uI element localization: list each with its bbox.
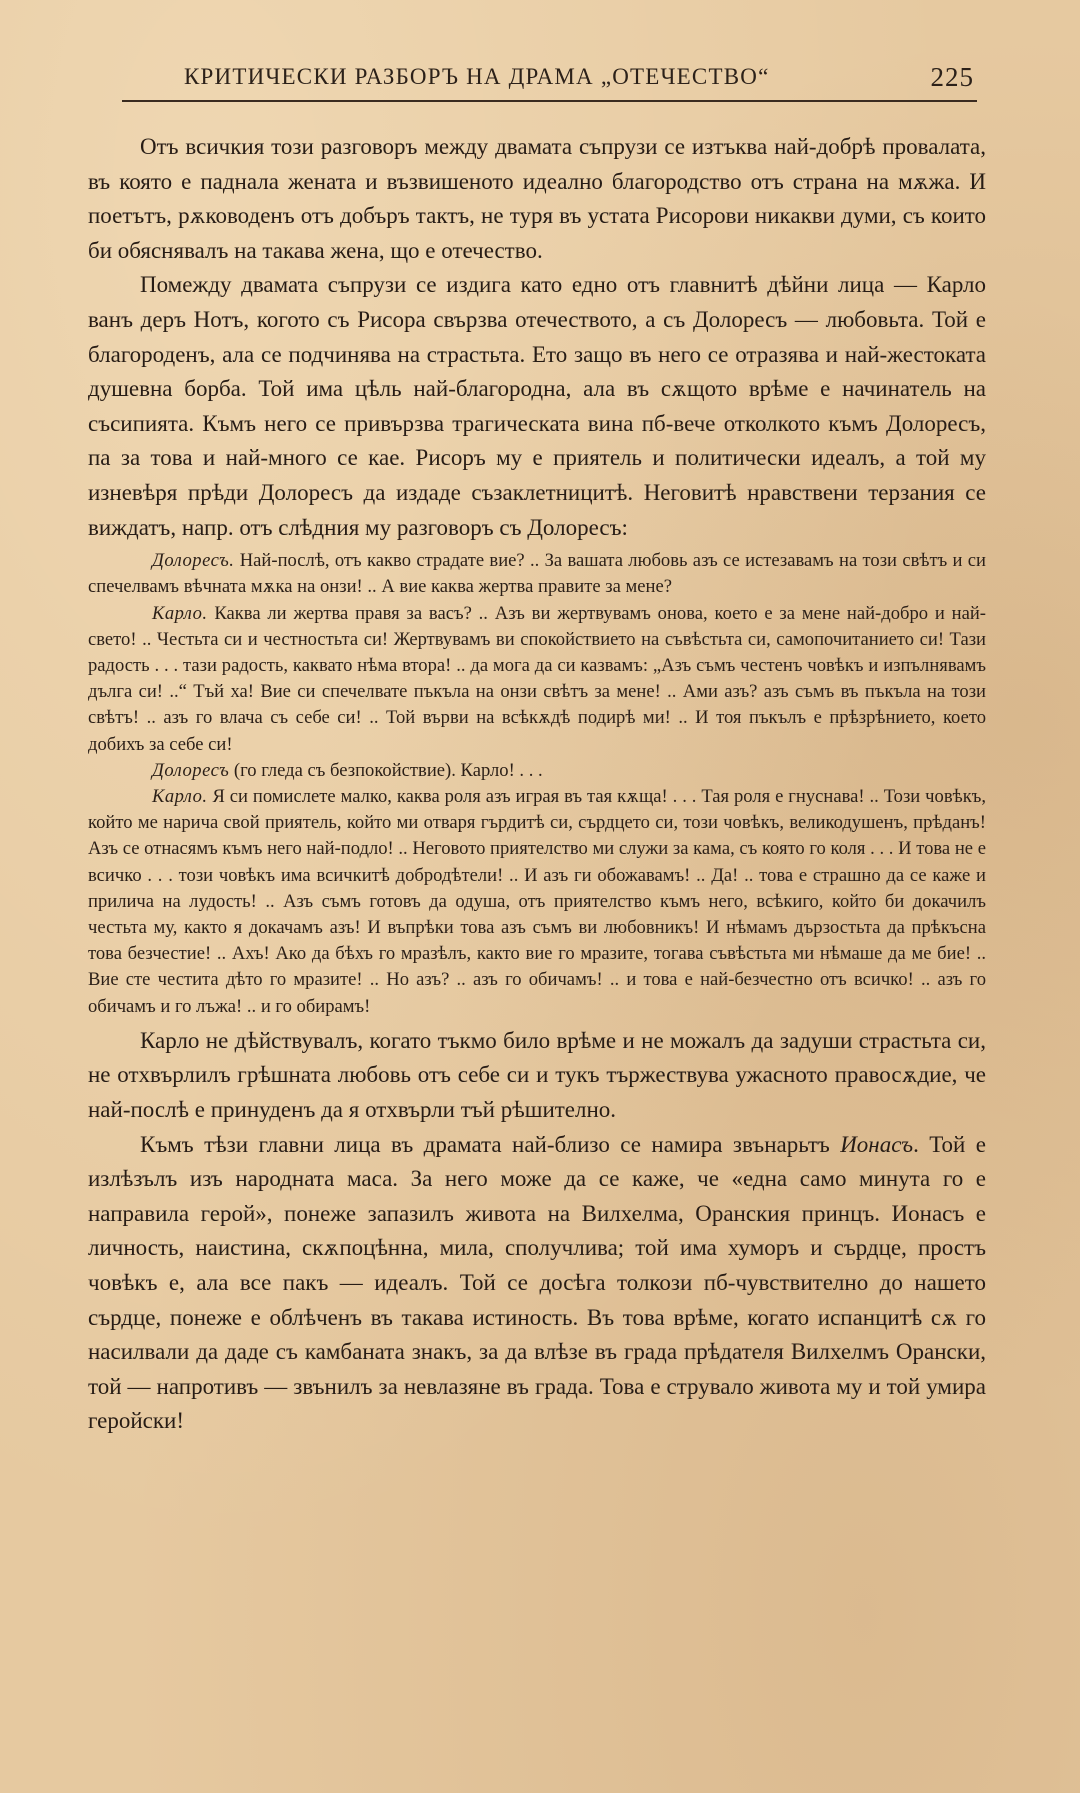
paragraph-3: Карло не дѣйствувалъ, когато тъкмо било врѣме и не можалъ да задуши страстьта си, не отхвърлилъ грѣшната любовь отъ себе си и тукъ тържествува ужасното правосѫдие, че най-послѣ е принуденъ да я отхвърли тъй рѣшително. [88, 1027, 986, 1122]
paragraph-4 [88, 1128, 986, 1439]
speaker-name: Карло. [152, 602, 208, 624]
speech-text: Каква ли жертва правя за васъ? .. Азъ ви жертвувамъ онова, което е за мене най-добро и най-свето! .. Честьта си и честностьта си! Жертвувамъ ви спокойствието на съвѣстьта си, самопочитанието си! Тази радость . . . тази радость, каквато нѣма втора! .. да мога да си казвамъ: „Азъ съмъ честенъ човѣкъ и изпълнявамъ дълга си! ..“ Тъй ха! Вие си спечелвате пъкъла на онзи свѣтъ за мене! .. Ами азъ? азъ съмъ въ пъкъла на този свѣтъ! .. азъ го влача съ себе си! .. Той върви на всѣкѫдѣ подирѣ ми! .. И тоя пъкълъ е прѣзрѣнието, което добихъ за себе си! [88, 602, 986, 755]
paragraph-4-start: Къмъ тѣзи главни лица въ драмата най-близо се намира звънарьтъ [140, 1131, 830, 1157]
paragraph-2: Помежду двамата съпрузи се издига като едно отъ главнитѣ дѣйни лица — Карло ванъ деръ Нотъ, когото съ Рисора свързва отечеството, а съ Долоресъ — любовьта. Той е благороденъ, ала се подчинява на страстьта. Ето защо въ него се отразява и най-жестоката душевна борба. Той има цѣль най-благородна, ала въ сѫщото врѣме е начинатель на съсипията. Къмъ него се привързва трагическата вина пб-вече отколкото къмъ Долоресъ, па за това и най-много се кае. Рисоръ му е приятель и политически идеалъ, а той му изневѣря прѣди Долоресъ да издаде съзаклетницитѣ. Неговитѣ нравствени терзания се виждатъ, напр. отъ слѣдния му разговоръ съ Долоресъ: [88, 272, 986, 540]
character-name: Ионасъ [840, 1131, 914, 1157]
speech-text: (го гледа съ безпокойствие). Карло! . . . [229, 759, 543, 781]
page-number: 225 [930, 62, 974, 92]
speech-text: Я си помислете малко, каква роля азъ играя въ тая кѫща! . . . Тая роля е гнуснава! .. Този човѣкъ, който ме нарича свой приятель, който ми отваря гърдитѣ си, сърдцето си, този човѣкъ, великодушенъ, прѣданъ! Азъ се отнасямъ къмъ него най-подло! .. Неговото приятелство ми служи за кама, съ която го коля . . . И това не е всичко . . . този човѣкъ има всичкитѣ добродѣтели! .. И азъ ги обожавамъ! .. Да! .. това е страшно да се каже и прилича на лудость! .. Азъ съмъ готовъ да одуша, отъ приятелство къмъ него, всѣкиго, който би докачилъ честьта му, както я докачамъ азъ! И въпрѣки това азъ съмъ ви любовникъ! И нѣмамъ дързостьта да прѣкъсна това безчестие! .. Ахъ! Ако да бѣхъ го мразѣлъ, както вие го мразите, тогава съвѣстьта ми нѣмаше да ме бие! .. Вие сте честита дѣто го мразите! .. Но азъ? .. азъ го обичамъ! .. и това е най-безчестно отъ всичко! .. азъ го обичамъ и го лъжа! .. и го обирамъ! [88, 785, 986, 1017]
speaker-name: Долоресъ [152, 759, 230, 781]
dialogue-excerpt [88, 548, 986, 1020]
speaker-name: Карло. [152, 785, 208, 807]
speech-text: Най-послѣ, отъ какво страдате вие? .. За вашата любовь азъ се истезавамъ на този свѣтъ и си спечелвамъ вѣчната мѫка на онзи! .. А вие каква жертва правите за мене? [88, 550, 986, 598]
speaker-name: Долоресъ. [152, 550, 235, 572]
dialogue-line [88, 548, 986, 600]
paragraph-4-rest: . Той е излѣзълъ изъ народната маса. За него може да се каже, че «една само минута го е направила герой», понеже запазилъ живота на Вилхелма, Оранския принцъ. Ионасъ е личность, наистина, скѫпоцѣнна, мила, сполучлива; той има хуморъ и сърдце, простъ човѣкъ е, ала все пакъ — идеалъ. Той се досѣга толкози пб-чувствително до нашето сърдце, понеже е облѣченъ въ такава истиность. Въ това врѣме, когато испанцитѣ сѫ го насилвали да даде съ камбаната знакъ, за да влѣзе въ града прѣдателя Вилхелмъ Орански, той — напротивъ — звънилъ за невлазяне въ града. Това е струвало живота му и той умира геройски! [88, 1131, 986, 1434]
paragraph-1: Отъ всичкия този разговоръ между двамата съпрузи се изтъква най-добрѣ провалата, въ която е паднала жената и възвишеното идеално благородство отъ страна на мѫжа. И поетътъ, рѫководенъ отъ добъръ тактъ, не туря въ устата Рисорови никакви думи, съ които би обяснявалъ на такава жена, що е отечество. [88, 134, 986, 263]
body-text [88, 130, 986, 1439]
header-rule [122, 100, 977, 102]
running-title: КРИТИЧЕСКИ РАЗБОРЪ НА ДРАМА „ОТЕЧЕСТВО“ [184, 64, 770, 89]
dialogue-line [88, 758, 986, 784]
dialogue-line [88, 784, 986, 1020]
running-header [120, 62, 978, 102]
dialogue-line [88, 601, 986, 758]
